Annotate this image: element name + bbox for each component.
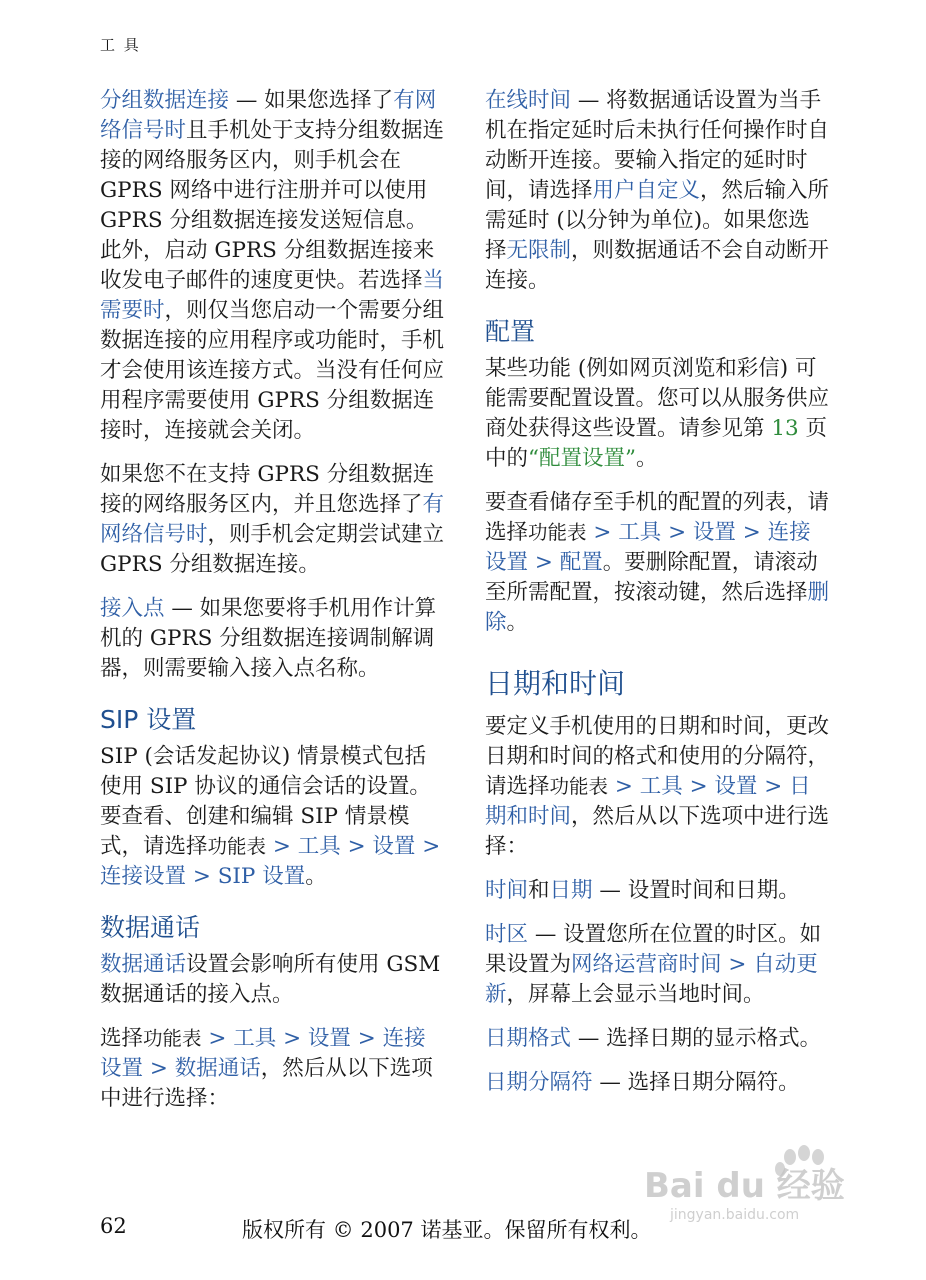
option-delete: 删除 <box>485 580 830 635</box>
heading-configuration: 配置 <box>485 317 536 346</box>
term-packet-data: 分组数据连接 <box>100 88 230 113</box>
menu-path-settings: 设置 <box>307 1026 351 1051</box>
page-number: 62 <box>100 1214 127 1238</box>
paragraph-time-and-date: 时间和日期 — 设置时间和日期。 <box>485 878 800 903</box>
menu-path-tools: 工具 <box>233 1026 277 1051</box>
option-when-available: 有网络信号时 <box>100 492 445 547</box>
paragraph-sip: SIP (会话发起协议) 情景模式包括使用 SIP 协议的通信会话的设置。要查看、创建和编辑 SIP 情景模式，请选择功能表 > 工具 > 设置 > 连接设置 > SIP 设置。 <box>100 744 441 889</box>
paragraph-data-call-path: 选择功能表 > 工具 > 设置 > 连接设置 > 数据通话，然后从以下选项中进行选择： <box>100 1026 433 1111</box>
menu-path-settings: 设置 <box>692 520 736 545</box>
watermark-brand: Bai du 经验 <box>644 1166 845 1206</box>
paragraph-date-format: 日期格式 — 选择日期的显示格式。 <box>485 1026 822 1051</box>
option-user-defined: 用户自定义 <box>592 178 701 203</box>
term-time-zone: 时区 <box>485 922 529 947</box>
paragraph-date-separator: 日期分隔符 — 选择日期分隔符。 <box>485 1070 800 1095</box>
paragraph-configuration: 某些功能 (例如网页浏览和彩信) 可能需要配置设置。您可以从服务供应商处获得这些设置。请参见第 13 页中的“配置设置”。 <box>485 356 830 471</box>
paragraph-data-call: 数据通话设置会影响所有使用 GSM 数据通话的接入点。 <box>100 952 441 1007</box>
running-header: 工 具 <box>100 36 141 54</box>
menu-keyword: 功能表 <box>143 1027 202 1050</box>
menu-path-connection-settings: 连接设置 <box>485 520 811 575</box>
menu-path-tools: 工具 <box>639 774 683 799</box>
menu-path-settings: 设置 <box>714 774 758 799</box>
term-date-format: 日期格式 <box>485 1026 572 1051</box>
left-column <box>100 86 445 1128</box>
paragraph-time-zone: 时区 — 设置您所在位置的时区。如果设置为网络运营商时间 > 自动更新，屏幕上会显示当地时间。 <box>485 922 822 1007</box>
page-reference: 13 <box>771 416 799 441</box>
option-auto-update: 自动更新 <box>485 952 818 1007</box>
menu-path-date-time: 日期和时间 <box>485 774 811 829</box>
paragraph-packet-data: 分组数据连接 — 如果您选择了有网络信号时且手机处于支持分组数据连接的网络服务区内，则手机会在 GPRS 网络中进行注册并可以使用 GPRS 分组数据连接发送短信息。此外，启动 GPRS 分组数据连接来收发电子邮件的速度更快。若选择当需要时，则仅当您启动一个需要分组数据连接的应用程序或功能时，手机才会使用该连接方式。当没有任何应用程序需要使用 GPRS 分组数据连接时，连接就会关闭。 <box>100 88 445 443</box>
menu-keyword: 功能表 <box>528 521 587 544</box>
option-when-needed: 当需要时 <box>100 268 445 323</box>
menu-path-connection-settings: 连接设置 <box>100 1026 426 1081</box>
right-column <box>485 86 830 1112</box>
term-date-separator: 日期分隔符 <box>485 1070 593 1095</box>
option-unlimited: 无限制 <box>506 238 572 263</box>
term-data-call: 数据通话 <box>100 952 187 977</box>
menu-path-configuration: 配置 <box>559 550 603 575</box>
term-access-point: 接入点 <box>100 596 165 621</box>
heading-date-time: 日期和时间 <box>485 667 626 700</box>
menu-keyword: 功能表 <box>207 835 267 858</box>
menu-keyword: 功能表 <box>549 775 609 798</box>
menu-path-data-call: 数据通话 <box>174 1056 261 1081</box>
paragraph-configuration-path: 要查看储存至手机的配置的列表，请选择功能表 > 工具 > 设置 > 连接设置 > 配置。要删除配置，请滚动至所需配置，按滚动键，然后选择删除。 <box>485 490 830 635</box>
cross-reference-link[interactable]: “配置设置” <box>528 446 636 471</box>
heading-data-call: 数据通话 <box>100 913 201 942</box>
paragraph-access-point: 接入点 — 如果您要将手机用作计算机的 GPRS 分组数据连接调制解调器，则需要输入接入点名称。 <box>100 596 437 681</box>
menu-path-settings: 设置 <box>372 834 416 859</box>
term-date: 日期 <box>549 878 593 903</box>
watermark-url: jingyan.baidu.com <box>670 1207 800 1223</box>
heading-sip-settings: SIP 设置 <box>100 705 197 734</box>
paragraph-online-time: 在线时间 — 将数据通话设置为当手机在指定延时后未执行任何操作时自动断开连接。要输入指定的延时时间，请选择用户自定义，然后输入所需延时 (以分钟为单位)。如果您选择无限制，则数据通话不会自动断开连接。 <box>485 88 830 293</box>
menu-path-sip-settings: SIP 设置 <box>217 864 306 889</box>
baidu-watermark <box>640 1145 880 1225</box>
menu-path-tools: 工具 <box>297 834 341 859</box>
paragraph-packet-data-retry: 如果您不在支持 GPRS 分组数据连接的网络服务区内，并且您选择了有网络信号时，则手机会定期尝试建立 GPRS 分组数据连接。 <box>100 462 445 577</box>
menu-path-connection-settings: 连接设置 <box>100 864 187 889</box>
paragraph-date-time: 要定义手机使用的日期和时间，更改日期和时间的格式和使用的分隔符，请选择功能表 > 工具 > 设置 > 日期和时间，然后从以下选项中进行选择： <box>485 714 830 859</box>
term-time: 时间 <box>485 878 529 903</box>
term-online-time: 在线时间 <box>485 88 572 113</box>
copyright-notice: 版权所有 © 2007 诺基亚。保留所有权利。 <box>242 1218 652 1242</box>
option-network-time: 网络运营商时间 <box>571 952 722 977</box>
menu-path-tools: 工具 <box>618 520 662 545</box>
option-when-available: 有网络信号时 <box>100 88 437 143</box>
